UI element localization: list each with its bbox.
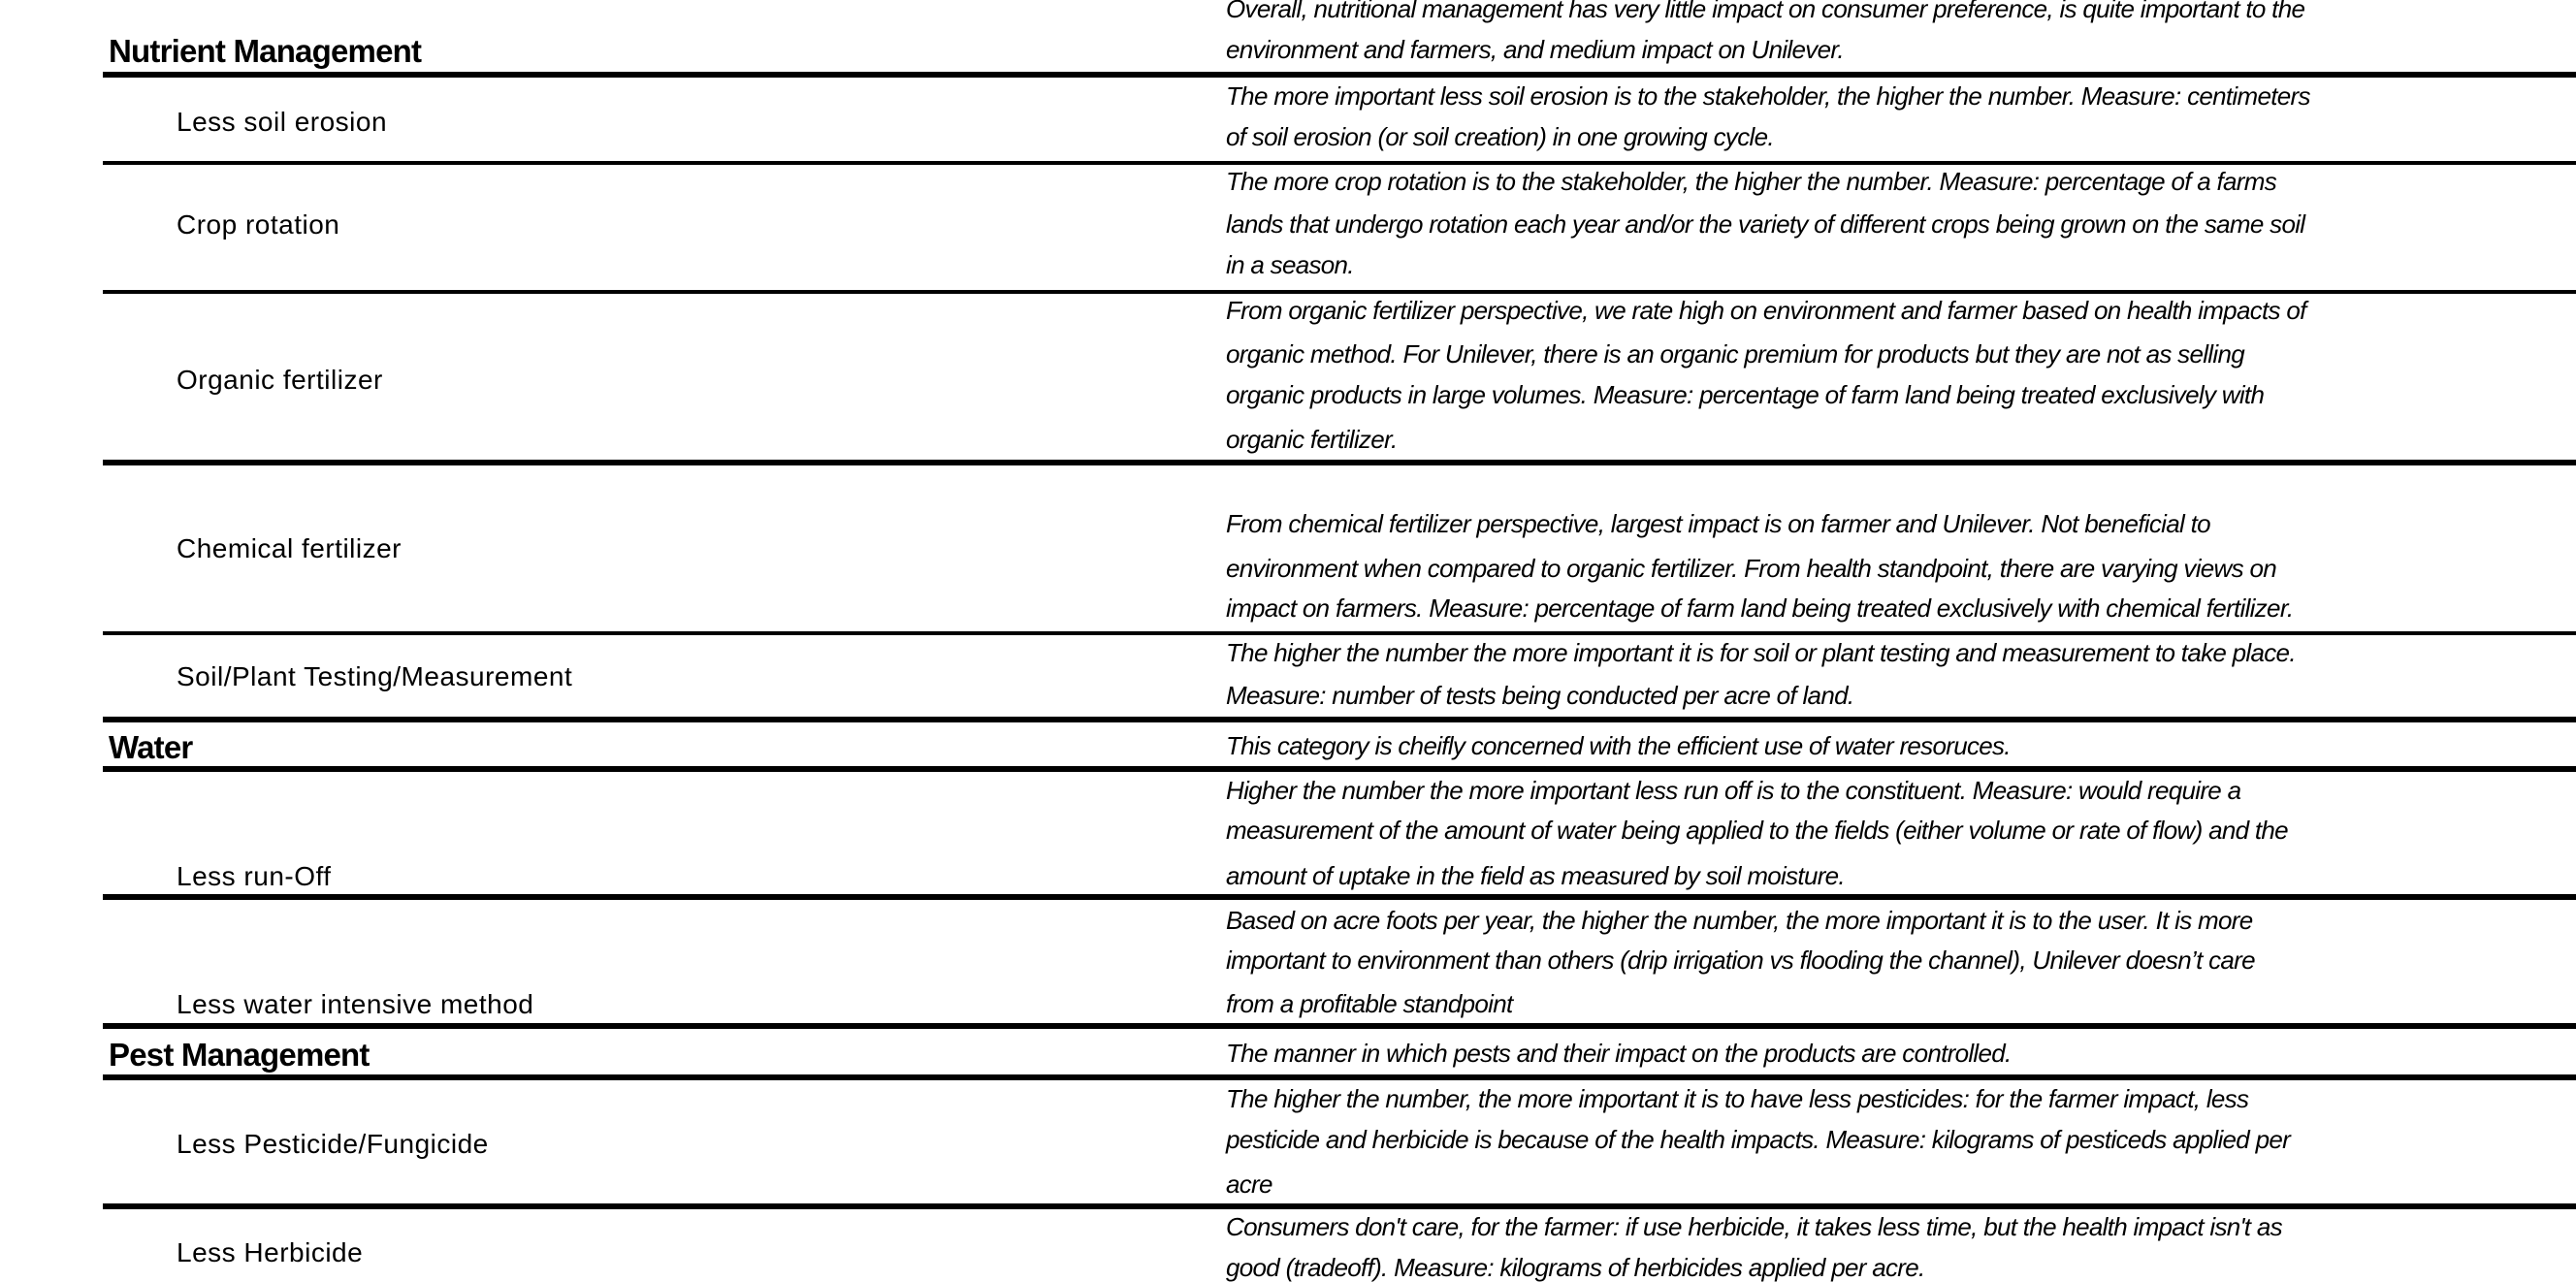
item-label[interactable]: Less soil erosion bbox=[177, 107, 388, 137]
item-label[interactable]: Less run-Off bbox=[177, 861, 332, 891]
row-border bbox=[103, 1203, 2576, 1209]
description-line: lands that undergo rotation each year and/or the variety of different crops being grown on the same soil bbox=[1226, 209, 2305, 239]
description-line: The higher the number the more important it is for soil or plant testing and measurement to take place. bbox=[1226, 638, 2296, 667]
description-line: measurement of the amount of water being applied to the fields (either volume or rate of flow) and the bbox=[1226, 816, 2288, 845]
description-line: acre bbox=[1226, 1170, 1272, 1199]
item-label[interactable]: Less water intensive method bbox=[177, 989, 534, 1019]
row-border bbox=[103, 894, 2576, 900]
description-line: amount of uptake in the field as measured by soil moisture. bbox=[1226, 861, 1845, 890]
category-label[interactable]: Water bbox=[109, 729, 193, 765]
row-border bbox=[103, 766, 2576, 772]
description-line: organic method. For Unilever, there is an organic premium for products but they are not as selling bbox=[1226, 339, 2244, 369]
description-line: The more important less soil erosion is to the stakeholder, the higher the number. Measure: centimeters bbox=[1226, 81, 2310, 111]
description-line: The manner in which pests and their impact on the products are controlled. bbox=[1226, 1039, 2012, 1068]
item-label[interactable]: Organic fertilizer bbox=[177, 365, 383, 395]
description-line: pesticide and herbicide is because of the health impacts. Measure: kilograms of pesticeds applied per bbox=[1226, 1125, 2291, 1154]
description-line: Higher the number the more important less run off is to the constituent. Measure: would require a bbox=[1226, 776, 2241, 805]
description-line: From chemical fertilizer perspective, largest impact is on farmer and Unilever. Not beneficial to bbox=[1226, 509, 2210, 538]
row-border bbox=[103, 161, 2576, 165]
item-label[interactable]: Less Pesticide/Fungicide bbox=[177, 1129, 489, 1159]
description-line: Measure: number of tests being conducted per acre of land. bbox=[1226, 681, 1854, 710]
description-line: environment and farmers, and medium impact on Unilever. bbox=[1226, 35, 1844, 64]
row-border bbox=[103, 717, 2576, 722]
category-label[interactable]: Nutrient Management bbox=[109, 33, 422, 69]
description-line: impact on farmers. Measure: percentage of farm land being treated exclusively with chemical fertilizer. bbox=[1226, 593, 2294, 623]
description-line: Overall, nutritional management has very little impact on consumer preference, is quite important to the bbox=[1226, 0, 2305, 23]
description-line: organic fertilizer. bbox=[1226, 425, 1398, 454]
description-line: environment when compared to organic fertilizer. From health standpoint, there are varying views on bbox=[1226, 554, 2276, 583]
category-label[interactable]: Pest Management bbox=[109, 1037, 370, 1073]
description-line: of soil erosion (or soil creation) in one growing cycle. bbox=[1226, 122, 1774, 151]
item-label[interactable]: Soil/Plant Testing/Measurement bbox=[177, 661, 573, 691]
item-label[interactable]: Less Herbicide bbox=[177, 1237, 364, 1267]
row-border bbox=[103, 72, 2576, 78]
description-line: Based on acre foots per year, the higher the number, the more important it is to the user. It is more bbox=[1226, 906, 2253, 935]
item-label[interactable]: Chemical fertilizer bbox=[177, 533, 402, 563]
row-border bbox=[103, 460, 2576, 465]
description-line: Consumers don't care, for the farmer: if use herbicide, it takes less time, but the health impact isn't as bbox=[1226, 1212, 2282, 1241]
description-line: in a season. bbox=[1226, 250, 1354, 279]
description-line: good (tradeoff). Measure: kilograms of herbicides applied per acre. bbox=[1226, 1253, 1925, 1282]
item-label[interactable]: Crop rotation bbox=[177, 209, 340, 240]
description-line: organic products in large volumes. Measure: percentage of farm land being treated exclusively with bbox=[1226, 380, 2265, 409]
description-line: important to environment than others (drip irrigation vs flooding the channel), Unilever doesn’t care bbox=[1226, 945, 2255, 975]
row-border bbox=[103, 290, 2576, 294]
description-line: from a profitable standpoint bbox=[1226, 989, 1513, 1018]
row-border bbox=[103, 1023, 2576, 1029]
description-line: This category is cheifly concerned with the efficient use of water resoruces. bbox=[1226, 731, 2011, 760]
row-border bbox=[103, 631, 2576, 635]
description-line: From organic fertilizer perspective, we rate high on environment and farmer based on health impacts of bbox=[1226, 296, 2306, 325]
row-border bbox=[103, 1074, 2576, 1080]
description-line: The more crop rotation is to the stakeholder, the higher the number. Measure: percentage of a farms bbox=[1226, 167, 2277, 196]
description-line: The higher the number, the more important it is to have less pesticides: for the farmer impact, less bbox=[1226, 1084, 2249, 1113]
